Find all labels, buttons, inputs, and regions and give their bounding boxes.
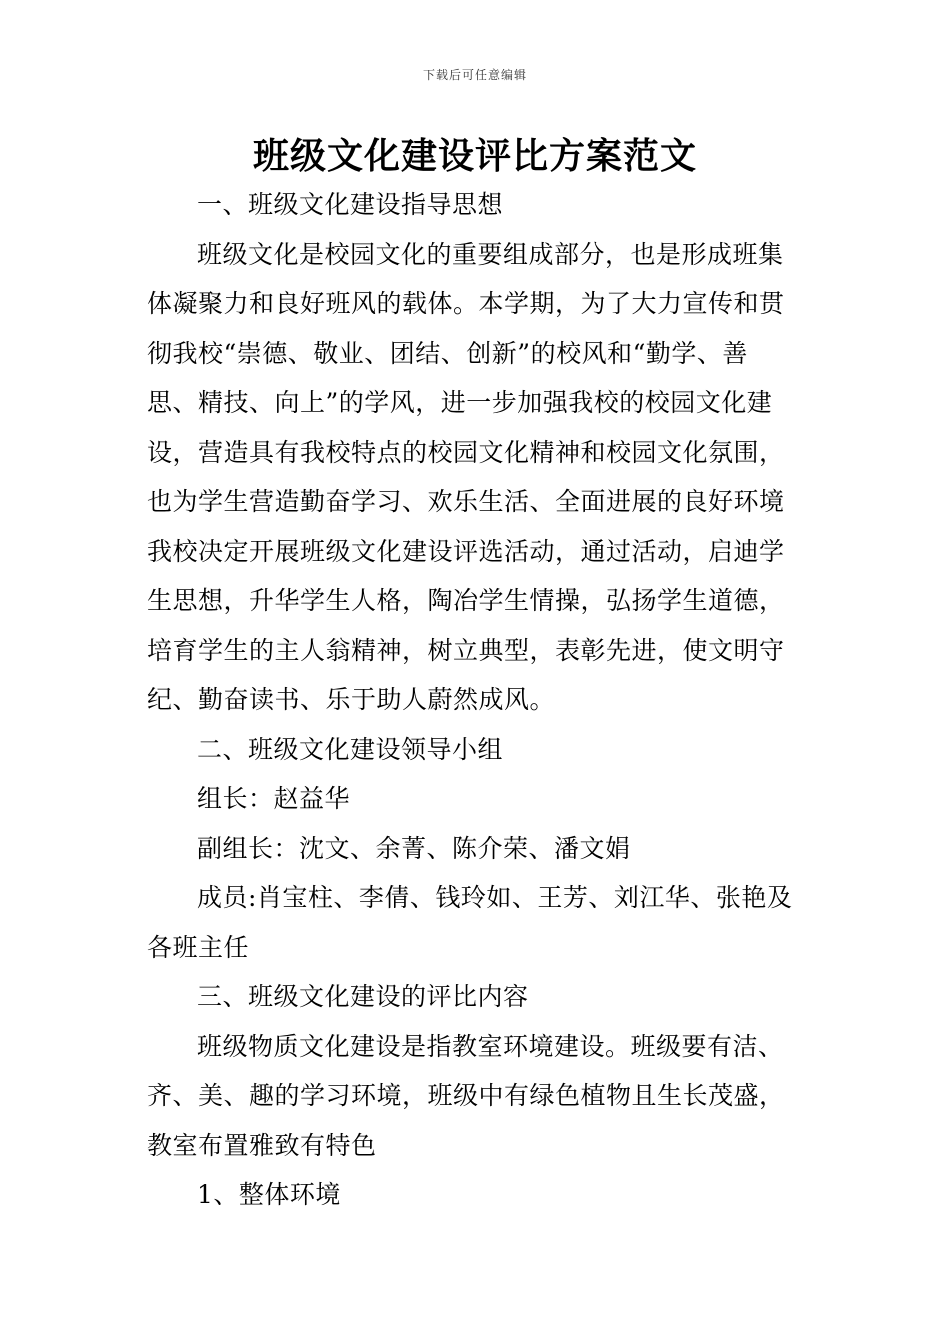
paragraph-line: 彻我校“崇德、敬业、团结、创新”的校风和“勤学、善 <box>147 338 748 368</box>
paragraph-line: 齐、美、趣的学习环境，班级中有绿色植物且生长茂盛， <box>147 1081 785 1110</box>
section-heading-2: 二、班级文化建设领导小组 <box>197 734 504 764</box>
paragraph-line: 生思想，升华学生人格，陶冶学生情操，弘扬学生道德， <box>147 586 785 615</box>
deputy-leaders-line: 副组长：沈文、余菁、陈介荣、潘文娟 <box>197 833 631 863</box>
section-heading-1: 一、班级文化建设指导思想 <box>197 190 504 219</box>
members-line: 各班主任 <box>147 932 250 962</box>
paragraph-line: 设，营造具有我校特点的校园文化精神和校园文化氛围， <box>147 437 785 467</box>
paragraph-line: 班级物质文化建设是指教室环境建设。班级要有洁、 <box>197 1031 784 1061</box>
leader-line: 组长：赵益华 <box>197 784 351 813</box>
paragraph-line: 教室布置雅致有特色 <box>147 1130 377 1160</box>
section3-paragraph <box>147 1022 807 1171</box>
paragraph-line: 也为学生营造勤奋学习、欢乐生活、全面进展的良好环境 <box>147 487 785 516</box>
paragraph-line: 培育学生的主人翁精神，树立典型，表彰先进，使文明守 <box>147 635 785 665</box>
paragraph-line: 我校决定开展班级文化建设评选活动，通过活动，启迪学 <box>147 536 785 566</box>
section1-paragraph <box>147 230 807 725</box>
section-heading-3: 三、班级文化建设的评比内容 <box>197 982 529 1011</box>
members-line: 成员:肖宝柱、李倩、钱玲如、王芳、刘江华、张艳及 <box>197 883 793 912</box>
item-heading-1: 1、整体环境 <box>197 1180 341 1209</box>
paragraph-line: 思、精技、向上”的学风，进一步加强我校的校园文化建 <box>147 388 773 417</box>
document-body <box>147 180 807 1220</box>
paragraph-line: 班级文化是校园文化的重要组成部分，也是形成班集 <box>197 239 784 269</box>
header-note: 下载后可任意编辑 <box>422 68 527 82</box>
paragraph-line: 体凝聚力和良好班风的载体。本学期，为了大力宣传和贯 <box>147 289 785 318</box>
paragraph-line: 纪、勤奋读书、乐于助人蔚然成风。 <box>147 685 556 714</box>
document-title: 班级文化建设评比方案范文 <box>252 136 697 177</box>
members-paragraph <box>147 873 807 972</box>
